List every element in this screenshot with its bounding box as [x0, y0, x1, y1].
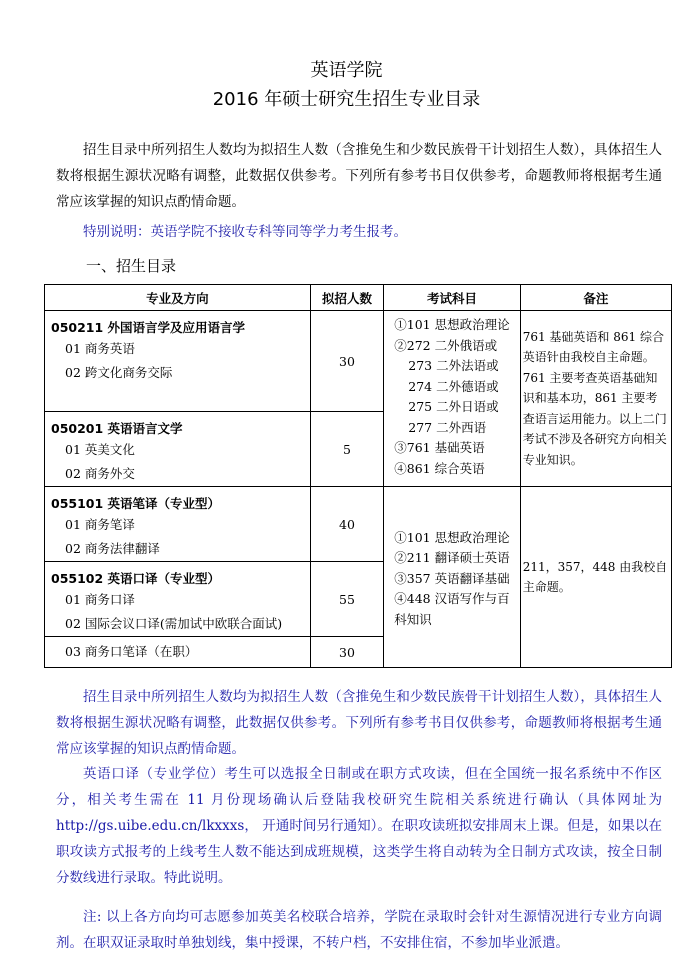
subject-item: ①101 思想政治理论: [394, 317, 510, 332]
direction-item: 01 英美文化: [65, 442, 135, 457]
section-title: 一、招生目录: [86, 257, 177, 275]
direction-item: 01 商务笔译: [65, 517, 135, 532]
direction-item: 02 国际会议口译(需加试中欧联合面试): [65, 616, 283, 631]
special-note: 特别说明：英语学院不接收专科等同等学力考生报考。: [83, 224, 407, 240]
header-remark: 备注: [520, 285, 671, 311]
major-name: 055101 英语笔译（专业型）: [51, 496, 221, 511]
subject-item: ③761 基础英语: [394, 440, 485, 455]
subject-item: ①101 思想政治理论: [394, 529, 510, 545]
direction-item: 01 商务英语: [65, 341, 135, 356]
subject-item: 277 二外西语: [408, 419, 487, 435]
header-subjects: 考试科目: [384, 285, 520, 311]
remark-cell: 211，357，448 由我校自主命题。: [520, 487, 671, 668]
direction-item: 02 跨文化商务交际: [65, 365, 173, 380]
subject-item: ④861 综合英语: [394, 460, 485, 476]
table-header-row: [45, 285, 672, 311]
direction-item: 03 商务口笔译（在职）: [65, 644, 198, 659]
table-row: [45, 311, 672, 412]
table-row: [45, 487, 672, 562]
direction-item: 02 商务外交: [65, 466, 135, 481]
page-title: 英语学院: [310, 60, 383, 81]
subject-item: 273 二外法语或: [408, 358, 499, 373]
count-cell: 30: [310, 637, 384, 668]
major-cell: [45, 412, 311, 487]
header-major: 专业及方向: [45, 285, 311, 311]
direction-item: 02 商务法律翻译: [65, 541, 160, 556]
direction-item: 01 商务口译: [65, 592, 135, 607]
note-paragraph-1: 招生目录中所列招生人数均为拟招生人数（含推免生和少数民族骨干计划招生人数），具体招生人数将根据生源状况略有调整，此数据仅供参考。下列所有参考书目仅供参考，命题教师将根据考生通常应该掌握的知识点酌情命题。: [56, 689, 662, 757]
subject-item: ③357 英语翻译基础: [394, 570, 510, 586]
subject-item: ④448 汉语写作与百科知识: [394, 591, 510, 627]
catalog-table: [44, 284, 672, 668]
remark-cell: 761 基础英语和 861 综合英语针由我校自主命题。761 主要考查英语基础知识和基本功，861 主要考查语言运用能力。以上二门考试不涉及各研究方向相关专业知识。: [520, 311, 671, 487]
note-paragraph-2: 英语口译（专业学位）考生可以选报全日制或在职方式攻读，但在全国统一报名系统中不作区分，相关考生需在 11 月份现场确认后登陆我校研究生院相关系统进行确认（具体网址为 http://gs.uibe.edu.cn/lkxxxs， 开通时间另行通知）。在职攻读班拟安排周末上课。但是，如果以在职攻读方式报考的上线考生人数不能达到成班规模，这类学生将自动转为全日制方式攻读，按全日制分数线进行录取。特此说明。: [56, 766, 662, 886]
subjects-cell: [384, 487, 520, 668]
page-subtitle: 2016 年硕士研究生招生专业目录: [212, 89, 481, 110]
header-count: 拟招人数: [310, 285, 384, 311]
subject-item: ②211 翻译硕士英语: [394, 550, 510, 566]
major-cell: [45, 311, 311, 412]
subject-item: 274 二外德语或: [408, 378, 499, 394]
subject-item: 275 二外日语或: [408, 399, 499, 414]
subject-item: ②272 二外俄语或: [394, 337, 498, 353]
major-cell: [45, 637, 311, 668]
major-name: 050201 英语语言文学: [51, 421, 183, 436]
count-cell: 40: [310, 487, 384, 562]
major-cell: [45, 562, 311, 637]
major-name: 050211 外国语言学及应用语言学: [51, 320, 246, 335]
intro-paragraph: 招生目录中所列招生人数均为拟招生人数（含推免生和少数民族骨干计划招生人数），具体招生人数将根据生源状况略有调整，此数据仅供参考。下列所有参考书目仅供参考，命题教师将根据考生通常应该掌握的知识点酌情命题。: [56, 142, 662, 210]
count-cell: 55: [310, 562, 384, 637]
major-cell: [45, 487, 311, 562]
major-name: 055102 英语口译（专业型）: [51, 571, 221, 586]
subjects-cell: [384, 311, 520, 487]
note-paragraph-3: 注: 以上各方向均可志愿参加英美名校联合培养，学院在录取时会针对生源情况进行专业方向调剂。在职双证录取时单独划线，集中授课，不转户档，不安排住宿，不参加毕业派遣。: [56, 909, 662, 951]
count-cell: 5: [310, 412, 384, 487]
count-cell: 30: [310, 311, 384, 412]
